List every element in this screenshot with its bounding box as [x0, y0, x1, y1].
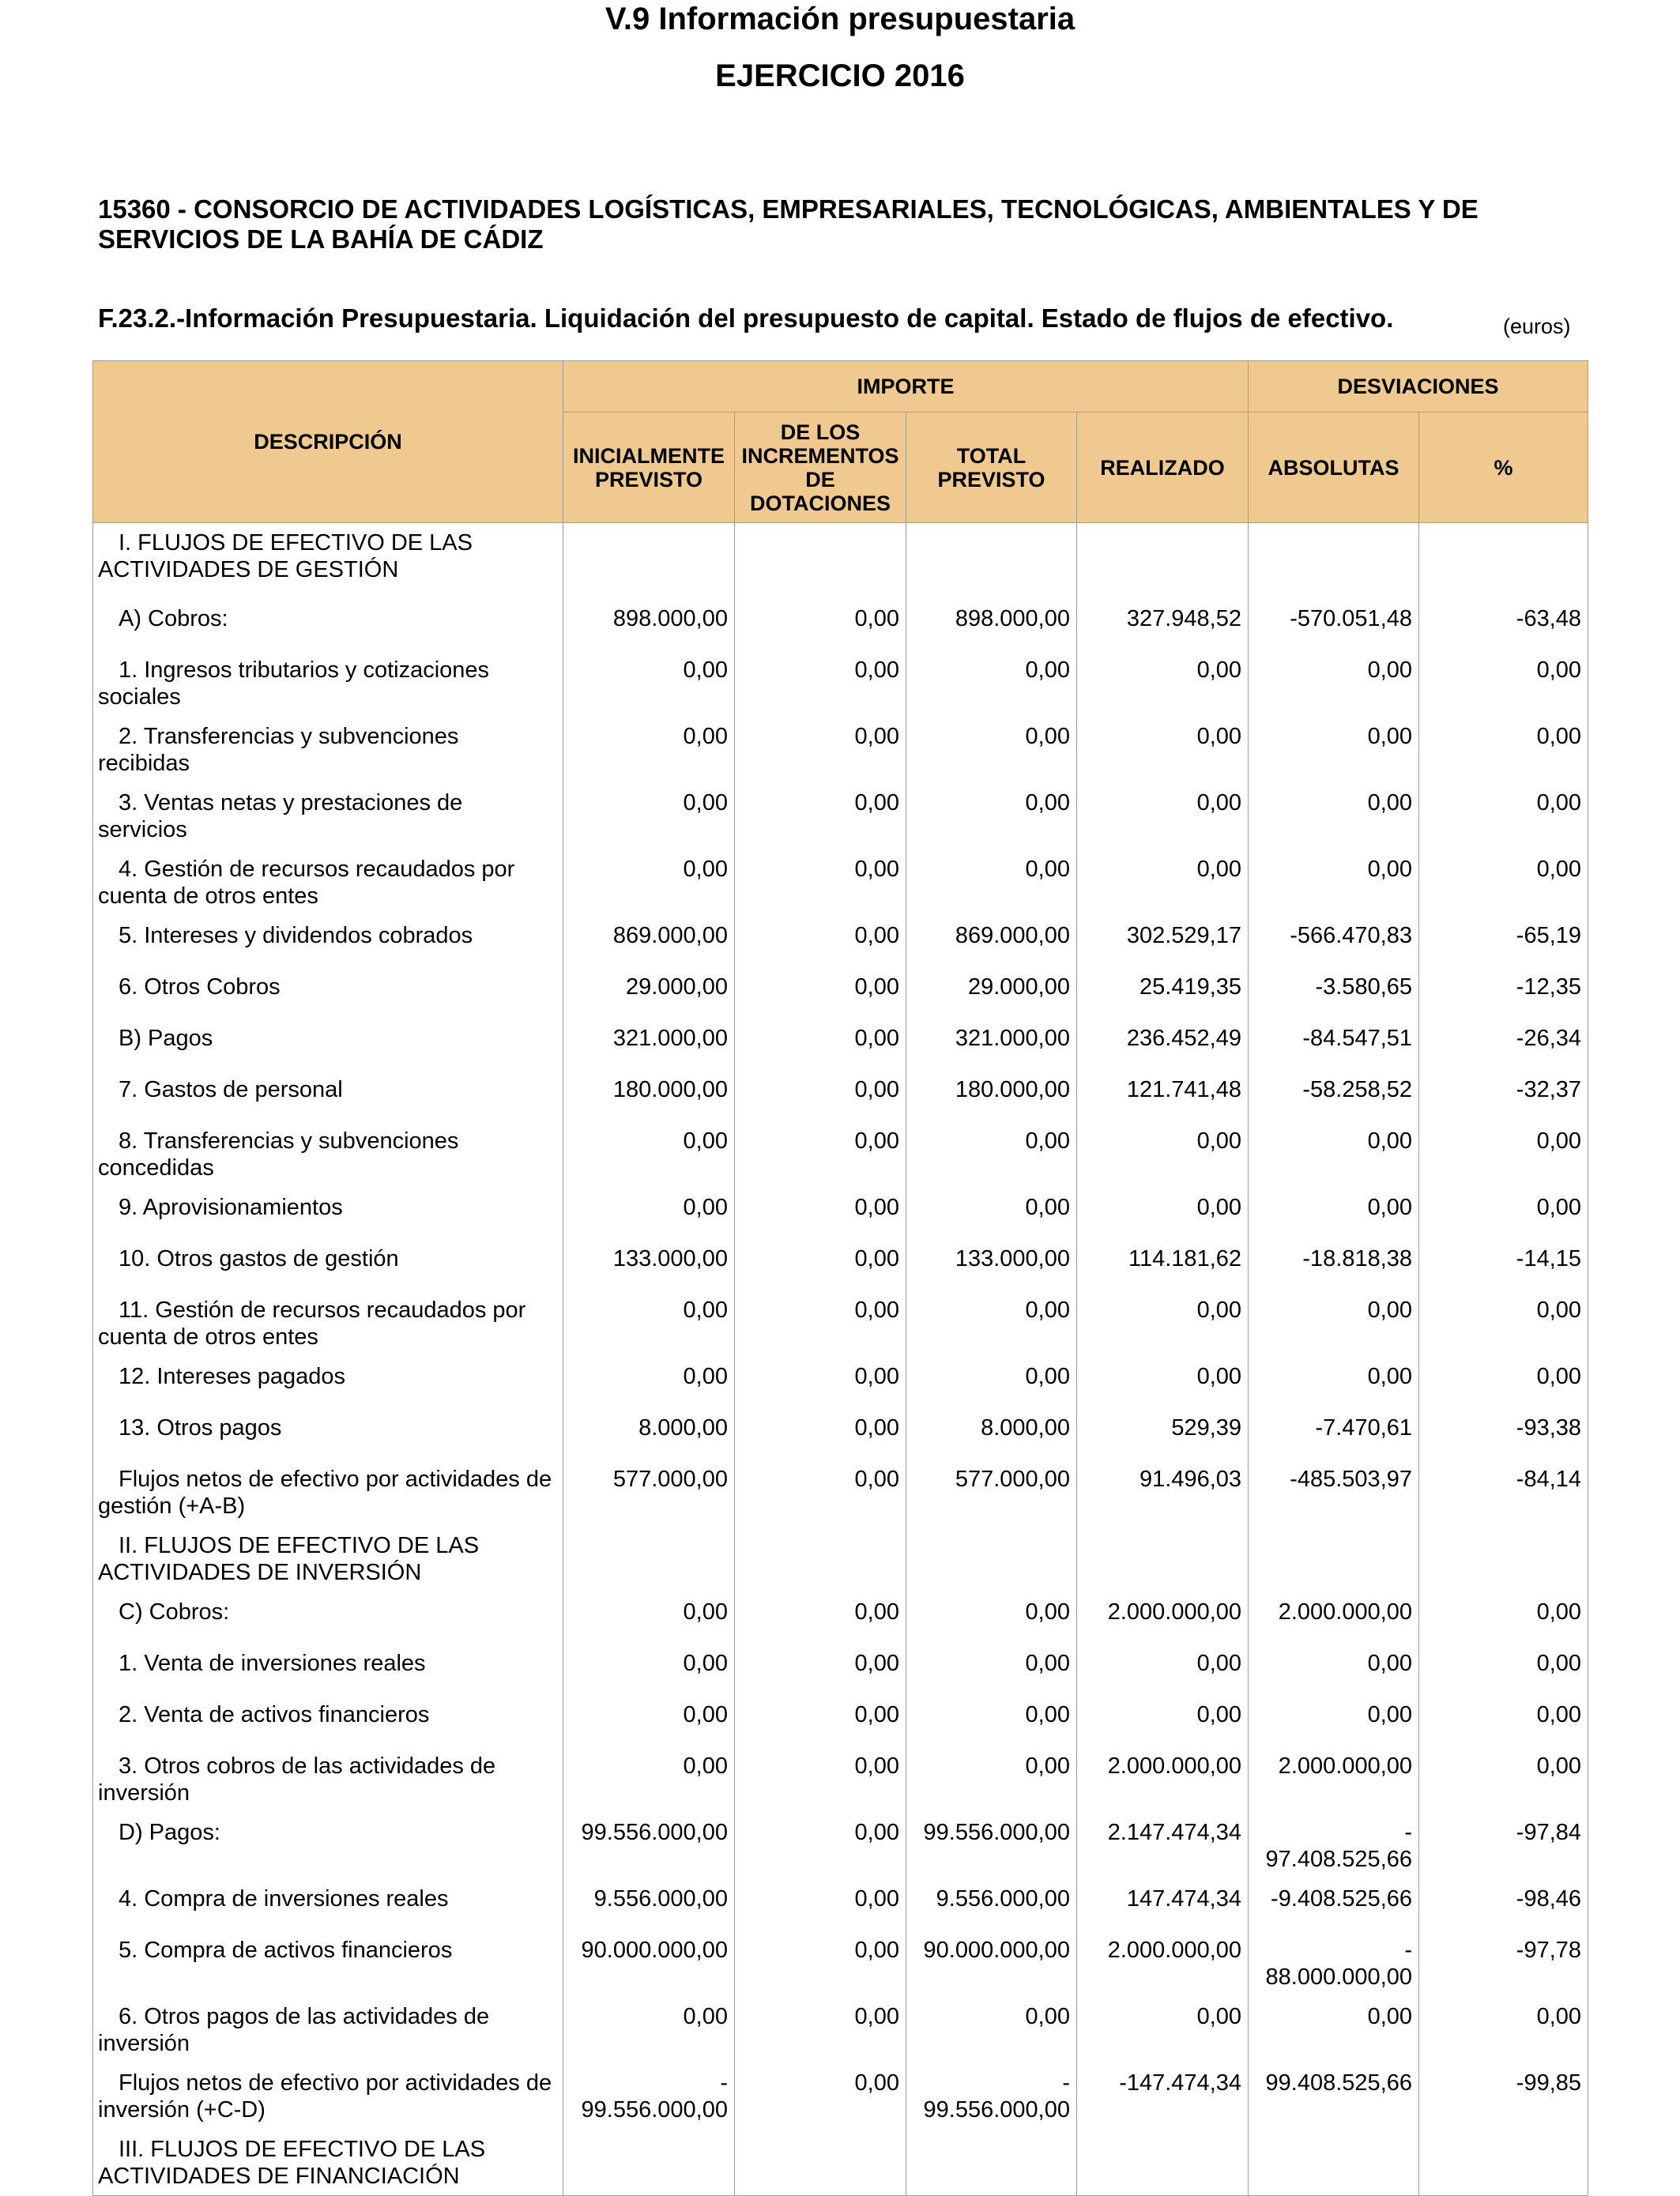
row-description — [93, 1930, 563, 1997]
cell-inicial: 0,00 — [563, 717, 735, 783]
cell-inicial — [563, 523, 735, 599]
cell-pct: 0,00 — [1419, 849, 1588, 916]
table-row — [93, 1070, 1588, 1121]
cell-absolutas: 0,00 — [1249, 1188, 1419, 1239]
cell-pct: -32,37 — [1419, 1070, 1588, 1121]
cell-pct: -14,15 — [1419, 1239, 1588, 1290]
cell-total: 0,00 — [906, 1695, 1077, 1746]
row-description-text: 4. Compra de inversiones reales — [119, 1885, 449, 1912]
cell-realizado: 302.529,17 — [1077, 916, 1249, 967]
table-row — [93, 650, 1588, 717]
row-description — [93, 599, 563, 650]
row-description — [93, 1121, 563, 1188]
cell-realizado: 2.147.474,34 — [1077, 1813, 1249, 1879]
cell-absolutas: 99.408.525,66 — [1249, 2063, 1419, 2130]
cell-incrementos: 0,00 — [735, 1188, 906, 1239]
cell-realizado: 114.181,62 — [1077, 1239, 1249, 1290]
cell-realizado: 91.496,03 — [1077, 1460, 1249, 1526]
cell-incrementos: 0,00 — [735, 783, 906, 849]
cell-realizado: 0,00 — [1077, 717, 1249, 783]
row-description — [93, 1460, 563, 1526]
row-description-text: 8. Transferencias y subvenciones concedidas — [98, 1128, 459, 1181]
cell-inicial: 898.000,00 — [563, 599, 735, 650]
table-row — [93, 1813, 1588, 1879]
row-description — [93, 1290, 563, 1357]
cell-total: 0,00 — [906, 783, 1077, 849]
cell-absolutas: -18.818,38 — [1249, 1239, 1419, 1290]
cell-pct: -12,35 — [1419, 967, 1588, 1019]
row-description — [93, 1997, 563, 2063]
cell-absolutas — [1249, 2130, 1419, 2196]
cell-total — [906, 523, 1077, 599]
cell-total: 0,00 — [906, 1357, 1077, 1408]
cell-incrementos: 0,00 — [735, 1592, 906, 1644]
cell-incrementos: 0,00 — [735, 1644, 906, 1695]
table-row — [93, 1188, 1588, 1239]
row-description-text: 6. Otros pagos de las actividades de inversión — [98, 2003, 490, 2056]
cell-realizado: 0,00 — [1077, 1695, 1249, 1746]
cell-total: 8.000,00 — [906, 1408, 1077, 1460]
cell-incrementos: 0,00 — [735, 1746, 906, 1813]
row-description-text: 1. Ingresos tributarios y cotizaciones sociales — [98, 657, 490, 710]
cell-pct: -26,34 — [1419, 1019, 1588, 1070]
cell-total: 869.000,00 — [906, 916, 1077, 967]
table-row — [93, 1997, 1588, 2063]
cell-incrementos: 0,00 — [735, 1019, 906, 1070]
cell-inicial: 9.556.000,00 — [563, 1879, 735, 1930]
cell-inicial: 321.000,00 — [563, 1019, 735, 1070]
cell-realizado: 0,00 — [1077, 783, 1249, 849]
cell-incrementos: 0,00 — [735, 1997, 906, 2063]
cell-realizado: 0,00 — [1077, 849, 1249, 916]
cell-inicial: 0,00 — [563, 1357, 735, 1408]
table-row — [93, 523, 1588, 599]
cell-inicial: 180.000,00 — [563, 1070, 735, 1121]
cell-realizado: 236.452,49 — [1077, 1019, 1249, 1070]
cell-realizado: 0,00 — [1077, 650, 1249, 717]
row-description — [93, 849, 563, 916]
cell-incrementos: 0,00 — [735, 650, 906, 717]
cell-pct: 0,00 — [1419, 1746, 1588, 1813]
cell-inicial: 577.000,00 — [563, 1460, 735, 1526]
row-description-text: 3. Ventas netas y prestaciones de servicios — [98, 789, 463, 842]
cell-total: 0,00 — [906, 1121, 1077, 1188]
cell-inicial — [563, 2130, 735, 2196]
cell-pct — [1419, 2130, 1588, 2196]
cell-realizado: 0,00 — [1077, 1357, 1249, 1408]
cell-inicial: 0,00 — [563, 1121, 735, 1188]
cell-incrementos: 0,00 — [735, 1930, 906, 1997]
row-description-text: 5. Intereses y dividendos cobrados — [119, 922, 473, 948]
cell-pct: 0,00 — [1419, 1997, 1588, 2063]
cell-incrementos — [735, 1526, 906, 1592]
header-absolutas: ABSOLUTAS — [1249, 412, 1419, 523]
cell-incrementos — [735, 2130, 906, 2196]
row-description — [93, 783, 563, 849]
cell-inicial: 29.000,00 — [563, 967, 735, 1019]
row-description — [93, 2063, 563, 2130]
cell-total — [906, 1526, 1077, 1592]
row-description-text: 9. Aprovisionamientos — [119, 1194, 343, 1220]
row-description-text: III. FLUJOS DE EFECTIVO DE LAS ACTIVIDADES DE FINANCIACIÓN — [98, 2136, 486, 2189]
cell-inicial: 0,00 — [563, 650, 735, 717]
cell-pct: -93,38 — [1419, 1408, 1588, 1460]
cell-pct: 0,00 — [1419, 1290, 1588, 1357]
header-total-previsto: TOTAL PREVISTO — [906, 412, 1077, 523]
cell-pct: -84,14 — [1419, 1460, 1588, 1526]
cell-absolutas: -58.258,52 — [1249, 1070, 1419, 1121]
unit-label: (euros) — [1503, 315, 1571, 338]
cell-realizado — [1077, 1526, 1249, 1592]
row-description — [93, 2130, 563, 2196]
table-row — [93, 1408, 1588, 1460]
row-description — [93, 523, 563, 599]
cell-incrementos: 0,00 — [735, 1879, 906, 1930]
cell-absolutas: 0,00 — [1249, 1644, 1419, 1695]
cell-total: 133.000,00 — [906, 1239, 1077, 1290]
row-description-text: 10. Otros gastos de gestión — [119, 1245, 399, 1271]
cell-absolutas: 0,00 — [1249, 1357, 1419, 1408]
cell-absolutas: -566.470,83 — [1249, 916, 1419, 967]
row-description — [93, 1746, 563, 1813]
row-description-text: Flujos netos de efectivo por actividades de inversión (+C-D) — [98, 2070, 552, 2123]
table-row — [93, 2130, 1588, 2196]
cell-absolutas: 0,00 — [1249, 1997, 1419, 2063]
table-row — [93, 1695, 1588, 1746]
row-description — [93, 916, 563, 967]
row-description — [93, 1879, 563, 1930]
cell-total: 0,00 — [906, 1644, 1077, 1695]
row-description-text: B) Pagos — [119, 1025, 213, 1051]
table-row — [93, 1460, 1588, 1526]
cell-incrementos: 0,00 — [735, 1408, 906, 1460]
cell-total: 9.556.000,00 — [906, 1879, 1077, 1930]
table-row — [93, 1592, 1588, 1644]
cell-realizado: 2.000.000,00 — [1077, 1930, 1249, 1997]
table-row — [93, 916, 1588, 967]
cell-absolutas: 0,00 — [1249, 849, 1419, 916]
cell-pct: -65,19 — [1419, 916, 1588, 967]
table-row — [93, 1930, 1588, 1997]
cell-total: 898.000,00 — [906, 599, 1077, 650]
cell-total: 321.000,00 — [906, 1019, 1077, 1070]
cell-realizado: -147.474,34 — [1077, 2063, 1249, 2130]
cell-inicial: 99.556.000,00 — [563, 1813, 735, 1879]
cell-absolutas: 0,00 — [1249, 783, 1419, 849]
cell-inicial: 869.000,00 — [563, 916, 735, 967]
cell-realizado: 529,39 — [1077, 1408, 1249, 1460]
cell-inicial: 0,00 — [563, 1746, 735, 1813]
cell-absolutas: -570.051,48 — [1249, 599, 1419, 650]
cell-realizado: 327.948,52 — [1077, 599, 1249, 650]
header-inicialmente-previsto: INICIALMENTE PREVISTO — [563, 412, 735, 523]
form-title: F.23.2.-Información Presupuestaria. Liquidación del presupuesto de capital. Estado de flujos de efectivo. — [98, 303, 1394, 333]
header-porcentaje: % — [1419, 412, 1588, 523]
row-description-text: A) Cobros: — [119, 605, 228, 631]
cell-total: 0,00 — [906, 849, 1077, 916]
table-row — [93, 2063, 1588, 2130]
cash-flow-table — [92, 360, 1588, 2196]
row-description — [93, 1019, 563, 1070]
row-description — [93, 1526, 563, 1592]
table-body — [93, 523, 1588, 2196]
table-row — [93, 849, 1588, 916]
row-description-text: D) Pagos: — [119, 1819, 220, 1845]
cell-total: 0,00 — [906, 717, 1077, 783]
cell-inicial: 133.000,00 — [563, 1239, 735, 1290]
cell-realizado: 0,00 — [1077, 1188, 1249, 1239]
cell-incrementos: 0,00 — [735, 1121, 906, 1188]
table-row — [93, 1019, 1588, 1070]
header-desviaciones: DESVIACIONES — [1249, 361, 1588, 412]
cell-absolutas: 0,00 — [1249, 650, 1419, 717]
cell-total: 0,00 — [906, 1746, 1077, 1813]
cell-pct: 0,00 — [1419, 1357, 1588, 1408]
cell-total: - 99.556.000,00 — [906, 2063, 1077, 2130]
cell-total: 0,00 — [906, 650, 1077, 717]
page-title: V.9 Información presupuestaria — [605, 2, 1075, 36]
cell-absolutas: 0,00 — [1249, 717, 1419, 783]
cell-inicial: - 99.556.000,00 — [563, 2063, 735, 2130]
cell-absolutas: 2.000.000,00 — [1249, 1746, 1419, 1813]
cell-inicial: 0,00 — [563, 783, 735, 849]
cell-total: 0,00 — [906, 1592, 1077, 1644]
cell-realizado: 0,00 — [1077, 1121, 1249, 1188]
cell-inicial: 0,00 — [563, 1290, 735, 1357]
row-description — [93, 650, 563, 717]
cell-realizado: 2.000.000,00 — [1077, 1592, 1249, 1644]
row-description-text: C) Cobros: — [119, 1599, 230, 1625]
cell-incrementos: 0,00 — [735, 849, 906, 916]
row-description-text: 2. Transferencias y subvenciones recibidas — [98, 723, 459, 776]
row-description — [93, 1592, 563, 1644]
cell-inicial: 90.000.000,00 — [563, 1930, 735, 1997]
cell-realizado: 147.474,34 — [1077, 1879, 1249, 1930]
cell-absolutas: 0,00 — [1249, 1695, 1419, 1746]
cell-incrementos: 0,00 — [735, 1239, 906, 1290]
cell-incrementos: 0,00 — [735, 916, 906, 967]
cell-incrementos: 0,00 — [735, 1290, 906, 1357]
row-description-text: 5. Compra de activos financieros — [119, 1937, 453, 1963]
table-row — [93, 1746, 1588, 1813]
cell-absolutas: 0,00 — [1249, 1290, 1419, 1357]
cell-total: 99.556.000,00 — [906, 1813, 1077, 1879]
cell-pct: 0,00 — [1419, 717, 1588, 783]
row-description-text: 7. Gastos de personal — [119, 1076, 343, 1102]
cell-incrementos: 0,00 — [735, 1695, 906, 1746]
cell-pct: -63,48 — [1419, 599, 1588, 650]
cell-absolutas: -485.503,97 — [1249, 1460, 1419, 1526]
cell-pct: 0,00 — [1419, 1121, 1588, 1188]
cell-realizado — [1077, 2130, 1249, 2196]
table-row — [93, 1526, 1588, 1592]
cell-total: 0,00 — [906, 1290, 1077, 1357]
row-description — [93, 717, 563, 783]
header-importe: IMPORTE — [563, 361, 1249, 412]
table-row — [93, 1879, 1588, 1930]
cell-total — [906, 2130, 1077, 2196]
row-description — [93, 1644, 563, 1695]
cell-total: 90.000.000,00 — [906, 1930, 1077, 1997]
table-row — [93, 1357, 1588, 1408]
cell-pct: -98,46 — [1419, 1879, 1588, 1930]
cell-total: 0,00 — [906, 1997, 1077, 2063]
row-description-text: 12. Intereses pagados — [119, 1363, 345, 1389]
cell-absolutas: - 97.408.525,66 — [1249, 1813, 1419, 1879]
row-description — [93, 1408, 563, 1460]
table-row — [93, 1239, 1588, 1290]
row-description-text: 2. Venta de activos financieros — [119, 1701, 430, 1727]
cell-pct: -97,78 — [1419, 1930, 1588, 1997]
row-description-text: II. FLUJOS DE EFECTIVO DE LAS ACTIVIDADES DE INVERSIÓN — [98, 1532, 480, 1585]
header-descripcion: DESCRIPCIÓN — [93, 361, 563, 523]
header-realizado: REALIZADO — [1077, 412, 1249, 523]
row-description-text: 13. Otros pagos — [119, 1414, 282, 1441]
cell-inicial: 8.000,00 — [563, 1408, 735, 1460]
cell-absolutas: -7.470,61 — [1249, 1408, 1419, 1460]
cell-realizado: 2.000.000,00 — [1077, 1746, 1249, 1813]
row-description-text: 6. Otros Cobros — [119, 974, 281, 1000]
row-description-text: 1. Venta de inversiones reales — [119, 1650, 426, 1676]
table-row — [93, 1121, 1588, 1188]
row-description — [93, 967, 563, 1019]
cell-inicial — [563, 1526, 735, 1592]
cell-pct: 0,00 — [1419, 1644, 1588, 1695]
cell-pct: 0,00 — [1419, 650, 1588, 717]
cell-realizado: 25.419,35 — [1077, 967, 1249, 1019]
cell-absolutas: - 88.000.000,00 — [1249, 1930, 1419, 1997]
row-description-text: I. FLUJOS DE EFECTIVO DE LAS ACTIVIDADES DE GESTIÓN — [98, 530, 473, 582]
cell-pct: 0,00 — [1419, 1592, 1588, 1644]
cell-pct: 0,00 — [1419, 783, 1588, 849]
row-description — [93, 1695, 563, 1746]
cell-absolutas: 0,00 — [1249, 1121, 1419, 1188]
cell-realizado — [1077, 523, 1249, 599]
row-description — [93, 1239, 563, 1290]
cell-realizado: 0,00 — [1077, 1644, 1249, 1695]
cell-incrementos: 0,00 — [735, 1460, 906, 1526]
cell-incrementos — [735, 523, 906, 599]
cell-total: 0,00 — [906, 1188, 1077, 1239]
entity-name: 15360 - CONSORCIO DE ACTIVIDADES LOGÍSTICAS, EMPRESARIALES, TECNOLÓGICAS, AMBIENTALES Y DE SERVICIOS DE LA BAHÍA DE CÁDIZ — [98, 194, 1478, 254]
cell-absolutas: -3.580,65 — [1249, 967, 1419, 1019]
cell-incrementos: 0,00 — [735, 1813, 906, 1879]
cell-incrementos: 0,00 — [735, 1357, 906, 1408]
cell-incrementos: 0,00 — [735, 717, 906, 783]
cell-pct: -99,85 — [1419, 2063, 1588, 2130]
cell-pct: 0,00 — [1419, 1188, 1588, 1239]
cell-inicial: 0,00 — [563, 1695, 735, 1746]
header-incrementos: DE LOS INCREMENTOS DE DOTACIONES — [735, 412, 906, 523]
cell-absolutas: 2.000.000,00 — [1249, 1592, 1419, 1644]
cell-pct — [1419, 1526, 1588, 1592]
cell-absolutas: -9.408.525,66 — [1249, 1879, 1419, 1930]
row-description — [93, 1188, 563, 1239]
cell-inicial: 0,00 — [563, 1592, 735, 1644]
cell-total: 577.000,00 — [906, 1460, 1077, 1526]
cell-inicial: 0,00 — [563, 1644, 735, 1695]
row-description — [93, 1357, 563, 1408]
row-description — [93, 1070, 563, 1121]
cell-pct: 0,00 — [1419, 1695, 1588, 1746]
table-row — [93, 967, 1588, 1019]
cell-realizado: 0,00 — [1077, 1997, 1249, 2063]
row-description-text: Flujos netos de efectivo por actividades de gestión (+A-B) — [98, 1466, 552, 1519]
cell-inicial: 0,00 — [563, 849, 735, 916]
cell-incrementos: 0,00 — [735, 1070, 906, 1121]
cell-absolutas — [1249, 523, 1419, 599]
row-description-text: 3. Otros cobros de las actividades de inversión — [98, 1753, 496, 1806]
cell-inicial: 0,00 — [563, 1997, 735, 2063]
cell-pct: -97,84 — [1419, 1813, 1588, 1879]
cell-incrementos: 0,00 — [735, 967, 906, 1019]
table-row — [93, 1290, 1588, 1357]
row-description-text: 11. Gestión de recursos recaudados por cuenta de otros entes — [98, 1297, 526, 1350]
cell-incrementos: 0,00 — [735, 2063, 906, 2130]
table-row — [93, 717, 1588, 783]
cell-incrementos: 0,00 — [735, 599, 906, 650]
table-row — [93, 1644, 1588, 1695]
cell-total: 29.000,00 — [906, 967, 1077, 1019]
table-row — [93, 783, 1588, 849]
cell-realizado: 0,00 — [1077, 1290, 1249, 1357]
cell-pct — [1419, 523, 1588, 599]
row-description — [93, 1813, 563, 1879]
page-subtitle: EJERCICIO 2016 — [715, 58, 965, 93]
row-description-text: 4. Gestión de recursos recaudados por cuenta de otros entes — [98, 856, 515, 909]
cell-absolutas: -84.547,51 — [1249, 1019, 1419, 1070]
table-row — [93, 599, 1588, 650]
cell-realizado: 121.741,48 — [1077, 1070, 1249, 1121]
cell-inicial: 0,00 — [563, 1188, 735, 1239]
cell-total: 180.000,00 — [906, 1070, 1077, 1121]
cell-absolutas — [1249, 1526, 1419, 1592]
